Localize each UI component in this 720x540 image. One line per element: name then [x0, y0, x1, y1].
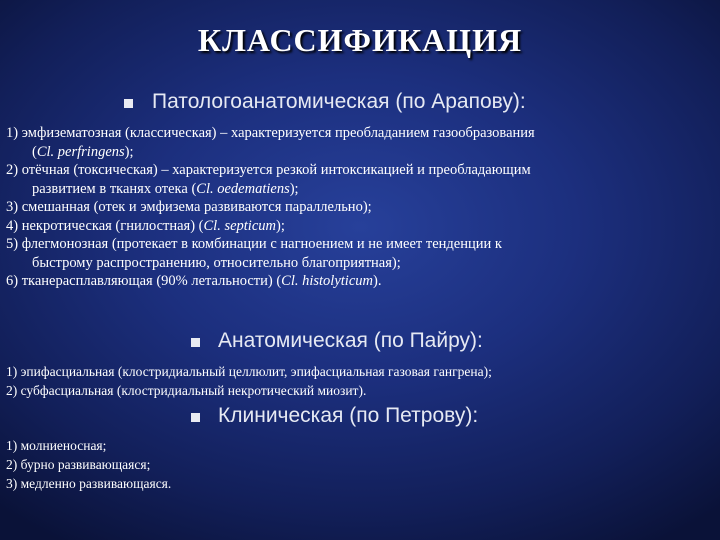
list-item: 3) смешанная (отек и эмфизема развиваются параллельно); [6, 199, 372, 215]
list-item: 2) отёчная (токсическая) – характеризуется резкой интоксикацией и преобладающим [6, 162, 531, 178]
list-item: 1) молниеносная; [6, 438, 107, 453]
list-item: 5) флегмонозная (протекает в комбинации с нагноением и не имеет тенденции к [6, 236, 502, 252]
section-heading-anatomical: Анатомическая (по Пайру): [218, 329, 483, 352]
square-bullet-icon [191, 338, 200, 347]
clinical-list [6, 436, 171, 493]
anatomical-list [6, 362, 492, 400]
list-item-continuation: (Cl. perfringens); [32, 143, 134, 160]
section-heading-clinical: Клиническая (по Петрову): [218, 404, 479, 427]
pathoanatomical-list [6, 124, 535, 291]
slide-title: КЛАССИФИКАЦИЯ [197, 22, 523, 58]
list-item: 6) тканерасплавляющая (90% летальности) (Cl. histolyticum). [6, 273, 382, 289]
list-item: 2) субфасциальная (клостридиальный некротический миозит). [6, 383, 367, 398]
list-item-continuation: развитием в тканях отека (Cl. oedematiens); [32, 180, 299, 197]
square-bullet-icon [124, 99, 133, 108]
square-bullet-icon [191, 413, 200, 422]
list-item: 2) бурно развивающаяся; [6, 457, 151, 472]
list-item: 1) эпифасциальная (клостридиальный целлюлит, эпифасциальная газовая гангрена); [6, 364, 492, 379]
list-item: 3) медленно развивающаяся. [6, 476, 172, 491]
list-item: 1) эмфизематозная (классическая) – характеризуется преобладанием газообразования [6, 125, 535, 141]
section-heading-pathoanatomical: Патологоанатомическая (по Арапову): [152, 90, 526, 113]
list-item: 4) некротическая (гнилостная) (Cl. septicum); [6, 217, 285, 234]
list-item-continuation: быстрому распространению, относительно благоприятная); [32, 254, 401, 271]
